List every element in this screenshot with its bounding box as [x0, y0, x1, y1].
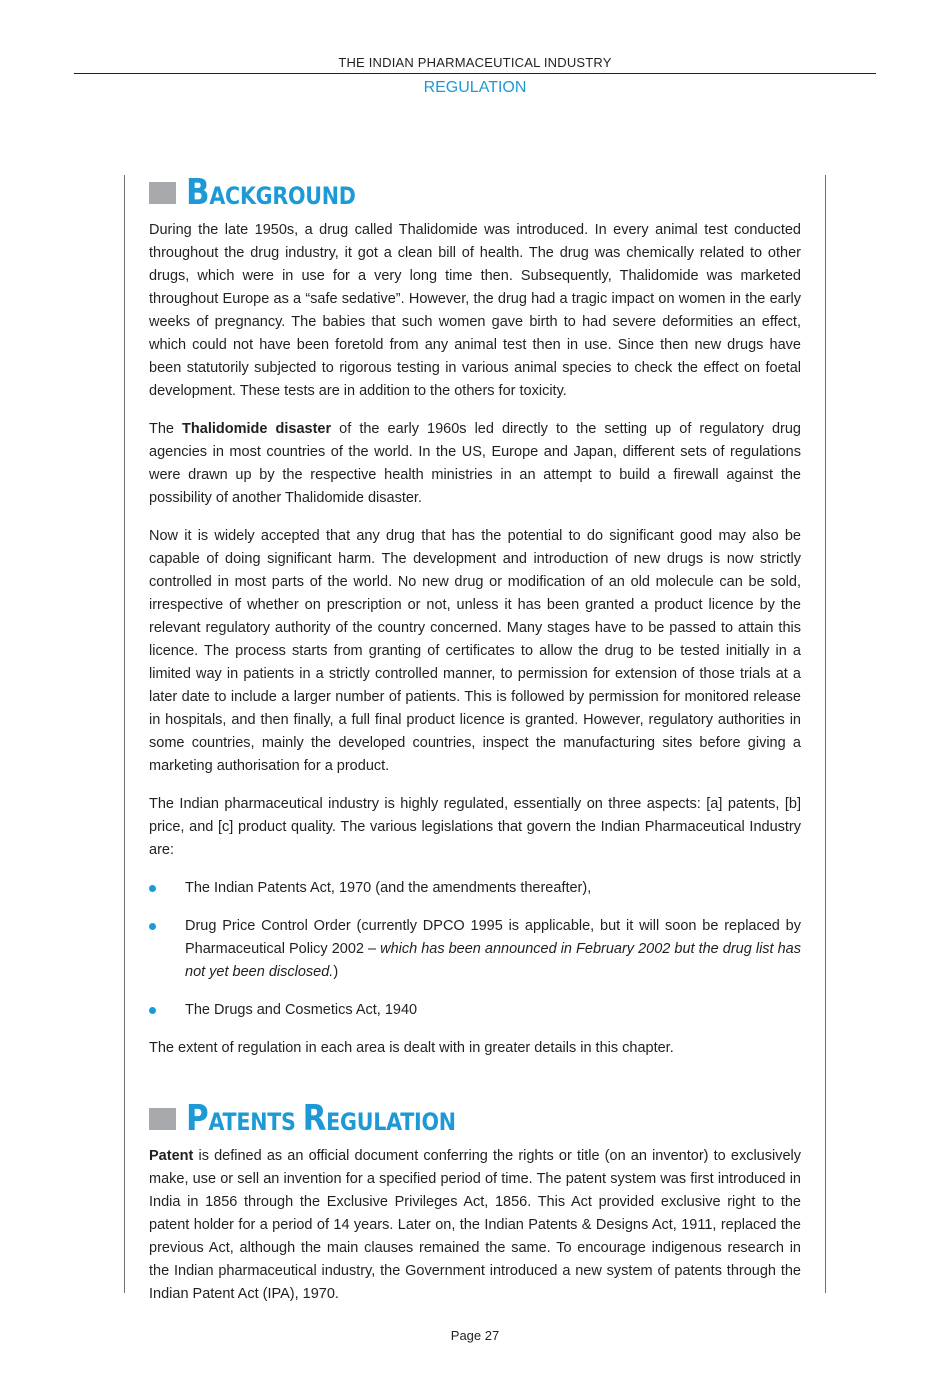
patents-heading: [149, 1096, 500, 1140]
bullet-icon: [149, 923, 156, 930]
bullet-icon: [149, 1007, 156, 1014]
patents-heading-text: PATENTS REGULATION: [186, 1097, 456, 1139]
background-heading: [149, 170, 383, 214]
heading-square-icon: [149, 182, 176, 204]
left-margin-line: [124, 175, 125, 1293]
list-item: Drug Price Control Order (currently DPCO 1995 is applicable, but it will soon be replaced by Pharmaceutical Policy 2002 – which has been announced in February 2002 but the drug list has not yet been disclosed.): [149, 915, 801, 984]
page-number: Page 27: [450, 1328, 500, 1343]
list-item: The Indian Patents Act, 1970 (and the amendments thereafter),: [149, 877, 801, 900]
section-title: REGULATION: [423, 79, 527, 96]
background-paragraph-1: During the late 1950s, a drug called Thalidomide was introduced. In every animal test conducted throughout the drug industry, it got a clean bill of health. The drug was chemically related to other drugs, which were in use for a very long time then. Subsequently, Thalidomide was marketed throughout Europe as a “safe sedative”. However, the drug had a tragic impact on women in the early weeks of pregnancy. The babies that such women gave birth to had severe deformities an effect, which could not have been foretold from any animal test then in use. Since then new drugs have been statutorily subjected to rigorous testing in various animal species to check the effect on foetal development. These tests are in addition to the others for toxicity.: [149, 222, 801, 399]
background-heading-text: BACKGROUND: [186, 171, 356, 213]
patents-section: [149, 1145, 801, 1321]
heading-square-icon: [149, 1108, 176, 1130]
bullet-icon: [149, 885, 156, 892]
background-paragraph-3: Now it is widely accepted that any drug that has the potential to do significant good may also be capable of doing significant harm. The development and introduction of new drugs is now strictly controlled in most parts of the world. No new drug or modification of an old molecule can be sold, irrespective of whether on prescription or not, unless it has been granted a product licence by the relevant regulatory authority of the country concerned. Many stages have to be passed to attain this licence. The process starts from granting of certificates to allow the drug to be tested initially in a limited way in patients in a strictly controlled manner, to permission for extension of those trials at a later date to include a larger number of patients. This is followed by permission for monitored release in hospitals, and then finally, a full final product licence is granted. However, regulatory authorities in some countries, mainly the developed countries, inspect the manufacturing sites before giving a marketing authorisation for a product.: [149, 528, 801, 774]
patents-paragraph-1: Patent is defined as an official document conferring the rights or title (on an inventor) to exclusively make, use or sell an invention for a specified period of time. The patent system was first introduced in India in 1856 through the Exclusive Privileges Act, 1856. This Act provided exclusive right to the patent holder for a period of 14 years. Later on, the Indian Patents & Designs Act, 1911, replaced the previous Act, although the main clauses remained the same. To encourage indigenous research in the Indian pharmaceutical industry, the Government introduced a new system of patents through the Indian Patent Act (IPA), 1970.: [149, 1148, 801, 1302]
right-margin-line: [825, 175, 826, 1293]
header-rule: [74, 73, 876, 74]
patent-term: Patent: [149, 1148, 194, 1164]
background-paragraph-2: The Thalidomide disaster of the early 1960s led directly to the setting up of regulatory drug agencies in most countries of the world. In the US, Europe and Japan, different sets of regulations were drawn up by the respective health ministries in an attempt to build a firewall against the possibility of another Thalidomide disaster.: [149, 421, 801, 506]
background-section: [149, 219, 801, 1075]
thalidomide-disaster-term: Thalidomide disaster: [182, 421, 332, 437]
background-paragraph-5: The extent of regulation in each area is dealt with in greater details in this chapter.: [149, 1040, 674, 1056]
running-title: THE INDIAN PHARMACEUTICAL INDUSTRY: [338, 55, 612, 70]
legislation-list: [149, 877, 801, 1022]
background-paragraph-4: The Indian pharmaceutical industry is highly regulated, essentially on three aspects: [a] patents, [b] price, and [c] product quality. The various legislations that govern the Indian Pharmaceutical Industry are:: [149, 796, 801, 858]
list-item: The Drugs and Cosmetics Act, 1940: [149, 999, 801, 1022]
